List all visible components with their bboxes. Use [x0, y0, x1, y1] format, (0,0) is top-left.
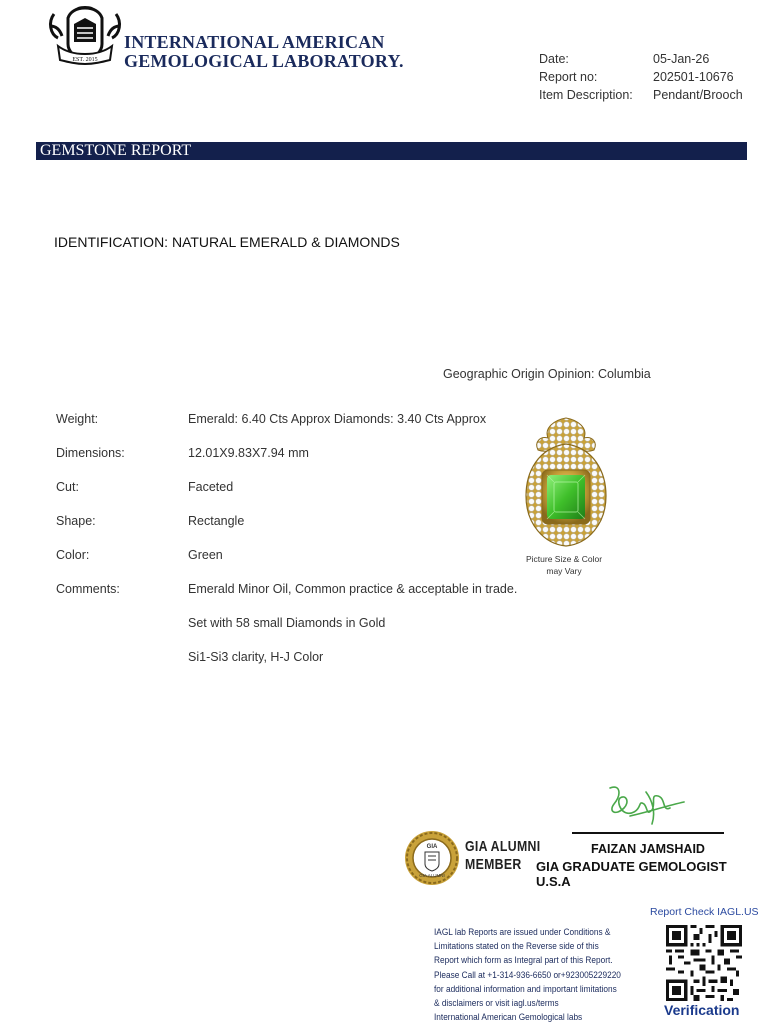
- comments-value: Emerald Minor Oil, Common practice & acceptable in trade.: [188, 582, 518, 596]
- meta-label: Date:: [539, 52, 569, 66]
- meta-row-date: [539, 50, 760, 68]
- pendant-photo: [514, 414, 618, 550]
- signatory-title: GIA GRADUATE GEMOLOGIST U.S.A: [536, 859, 727, 889]
- disclaimer-line: for additional information and important limitations: [434, 983, 617, 994]
- report-check-link[interactable]: Report Check IAGL.US: [650, 906, 759, 918]
- disclaimer-line: IAGL lab Reports are issued under Conditions &: [434, 927, 611, 937]
- gia-line1: GIA ALUMNI: [465, 838, 541, 855]
- meta-value: 202501-10676: [653, 70, 734, 84]
- signature-graphic: [600, 782, 690, 828]
- disclaimer-line: & disclaimers or visit iagl.us/terms: [434, 998, 559, 1009]
- disclaimer-line: Report which form as Integral part of this Report.: [434, 955, 613, 966]
- disclaimer-line: International American Gemological labs: [434, 1012, 583, 1023]
- lab-name: [124, 33, 404, 71]
- meta-label: Report no:: [539, 70, 598, 84]
- color-value: Green: [188, 548, 223, 562]
- verification-label: Verification: [664, 1002, 740, 1018]
- report-title-banner: [36, 142, 747, 160]
- crest-motto: EST. 2015: [72, 57, 98, 63]
- lab-name-line1: INTERNATIONAL AMERICAN: [124, 32, 385, 52]
- geographic-origin: Geographic Origin Opinion: Columbia: [443, 367, 651, 381]
- disclaimer: [434, 925, 636, 1024]
- report-title: GEMSTONE REPORT: [40, 142, 192, 159]
- meta-value: 05-Jan-26: [653, 52, 710, 66]
- dimensions-value: 12.01X9.83X7.94 mm: [188, 446, 309, 460]
- report-meta: [539, 50, 760, 104]
- weight-label: Weight:: [56, 412, 99, 426]
- gia-line2: MEMBER: [465, 856, 522, 873]
- signatory-name: FAIZAN JAMSHAID: [591, 842, 705, 856]
- meta-value: Pendant/Brooch: [653, 88, 743, 102]
- comments-setting: Set with 58 small Diamonds in Gold: [188, 616, 386, 630]
- lab-crest-logo: [46, 4, 124, 66]
- verification-qr-code[interactable]: [666, 925, 742, 1001]
- comments-clarity: Si1-Si3 clarity, H-J Color: [188, 650, 324, 664]
- image-caption: [512, 553, 616, 577]
- meta-row-report-no: [539, 68, 760, 86]
- gia-alumni-text: [465, 838, 540, 874]
- caption-line2: may Vary: [546, 566, 582, 576]
- weight-value: Emerald: 6.40 Cts Approx Diamonds: 3.40 Cts Approx: [188, 412, 487, 426]
- dimensions-label: Dimensions:: [56, 446, 125, 460]
- seal-text: GIA ALUMNI: [419, 873, 445, 878]
- shape-value: Rectangle: [188, 514, 245, 528]
- disclaimer-line: Limitations stated on the Reverse side of this: [434, 941, 599, 952]
- color-label: Color:: [56, 548, 90, 562]
- identification: IDENTIFICATION: NATURAL EMERALD & DIAMONDS: [54, 234, 400, 250]
- cut-label: Cut:: [56, 480, 79, 494]
- comments-label: Comments:: [56, 582, 120, 596]
- gia-alumni-seal-icon: [404, 830, 460, 886]
- disclaimer-line: Please Call at +1-314-936-6650 or+923005229220: [434, 969, 621, 980]
- signature-line: [572, 832, 724, 834]
- lab-name-line2: GEMOLOGICAL LABORATORY.: [124, 51, 404, 71]
- shape-label: Shape:: [56, 514, 96, 528]
- meta-label: Item Description:: [539, 88, 633, 102]
- svg-text:GIA: GIA: [426, 844, 438, 850]
- meta-row-item: [539, 86, 760, 104]
- caption-line1: Picture Size & Color: [525, 554, 603, 564]
- cut-value: Faceted: [188, 480, 234, 494]
